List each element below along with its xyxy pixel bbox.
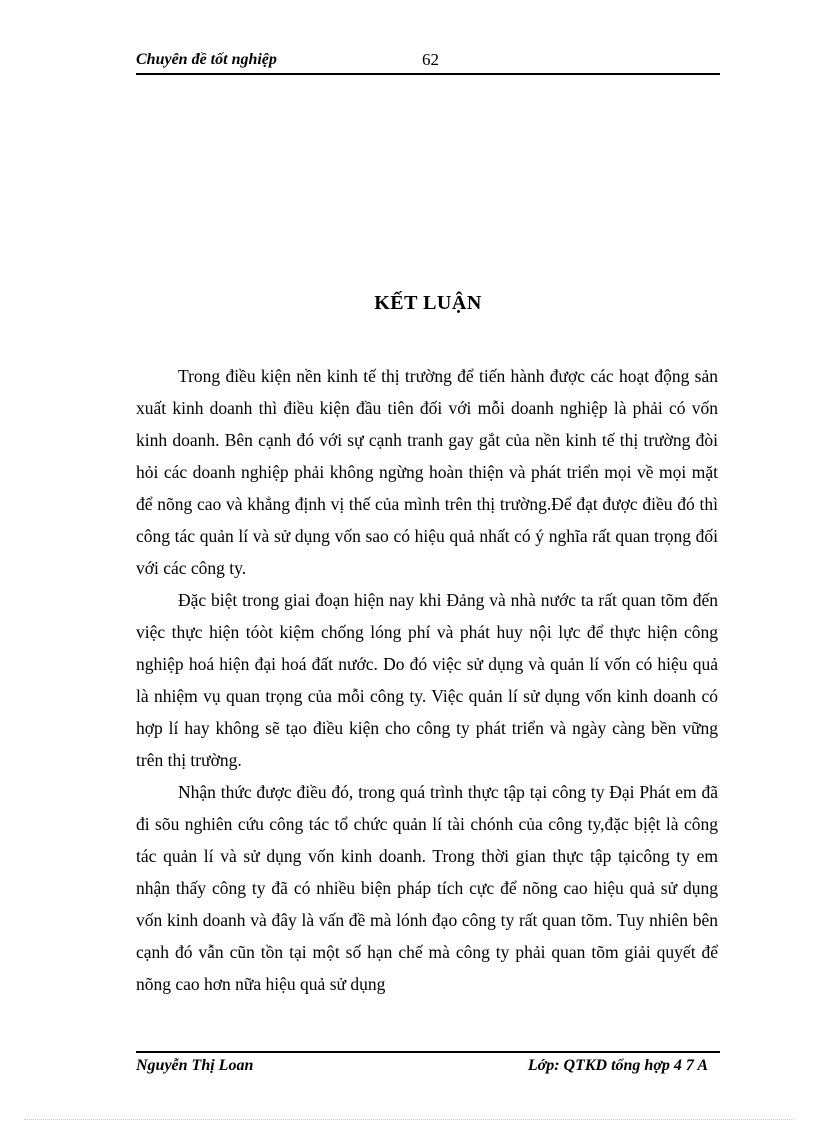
page-header bbox=[136, 48, 720, 75]
footer-author: Nguyễn Thị Loan bbox=[136, 1057, 254, 1074]
paragraph-1: Trong điều kiện nền kinh tế thị trường để tiến hành được các hoạt động sản xuất kinh doanh thì điều kiện đầu tiên đối với mỗi doanh nghiệp là phải có vốn kinh doanh. Bên cạnh đó với sự cạnh tranh gay gắt của nền kinh tế thị trường đòi hỏi các doanh nghiệp phải không ngừng hoàn thiện và phát triển mọi về mọi mặt để nõng cao và khẳng định vị thế của mình trên thị trường.Để đạt được điều đó thì công tác quản lí và sử dụng vốn sao có hiệu quả nhất có ý nghĩa rất quan trọng đối với các công ty. bbox=[136, 366, 718, 578]
page-edge-divider bbox=[24, 1119, 794, 1120]
paragraph-2: Đặc biệt trong giai đoạn hiện nay khi Đảng và nhà nước ta rất quan tõm đến việc thực hiện tóòt kiệm chống lóng phí và phát huy nội lực để thực hiện công nghiệp hoá hiện đại hoá đất nước. Do đó việc sử dụng và quản lí vốn có hiệu quả là nhiệm vụ quan trọng của mỗi công ty. Việc quản lí sử dụng vốn kinh doanh có hợp lí hay không sẽ tạo điều kiện cho công ty phát triển và ngày càng bền vững trên thị trường. bbox=[136, 590, 718, 770]
header-document-type: Chuyên đề tốt nghiệp bbox=[136, 51, 277, 68]
section-title: KẾT LUẬN bbox=[374, 292, 482, 314]
page-footer bbox=[136, 1051, 720, 1083]
footer-class: Lớp: QTKD tổng hợp 4 7 A bbox=[527, 1057, 708, 1074]
page-number: 62 bbox=[422, 50, 439, 69]
body-text bbox=[136, 360, 718, 1000]
paragraph-3: Nhận thức được điều đó, trong quá trình thực tập tại công ty Đại Phát em đã đi sõu nghiên cứu công tác tổ chức quản lí tài chónh của công ty,đặc bịệt là công tác quản lí và sử dụng vốn kinh doanh. Trong thời gian thực tập tạicông ty em nhận thấy công ty đã có nhiều biện pháp tích cực để nõng cao hiệu quả sử dụng vốn kinh doanh và đây là vấn đề mà lónh đạo công ty rất quan tõm. Tuy nhiên bên cạnh đó vẫn cũn tồn tại một số hạn chế mà công ty phải quan tõm giải quyết để nõng cao hơn nữa hiệu quả sử dụng bbox=[136, 782, 718, 994]
